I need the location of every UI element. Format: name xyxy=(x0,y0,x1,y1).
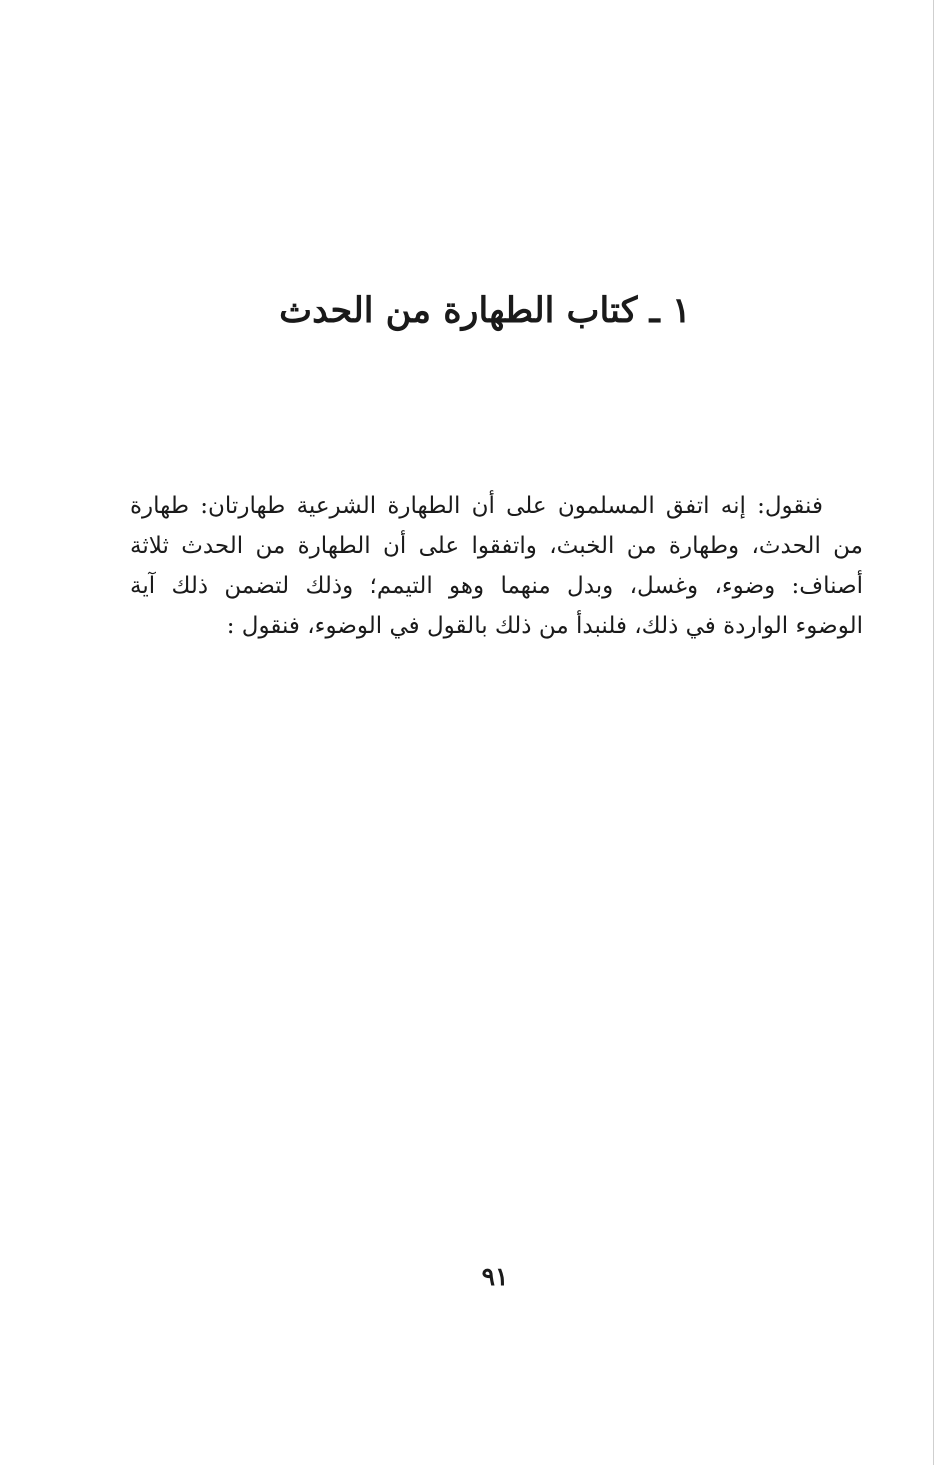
paragraph-line-4: الوضوء الواردة في ذلك، فلنبدأ من ذلك بالقول في الوضوء، فنقول : xyxy=(226,613,863,639)
body-paragraph xyxy=(130,486,863,646)
paragraph-line-3: أصناف: وضوء، وغسل، وبدل منهما وهو التيمم؛ وذلك لتضمن ذلك آية xyxy=(130,573,863,599)
paragraph-line-2: من الحدث، وطهارة من الخبث، واتفقوا على أن الطهارة من الحدث ثلاثة xyxy=(130,533,863,559)
paragraph-line-1: فنقول: إنه اتفق المسلمون على أن الطهارة الشرعية طهارتان: طهارة xyxy=(130,493,823,519)
page-edge-line xyxy=(933,0,934,1465)
chapter-heading: ١ ـ كتاب الطهارة من الحدث xyxy=(279,290,691,331)
page-number: ٩١ xyxy=(481,1262,509,1291)
